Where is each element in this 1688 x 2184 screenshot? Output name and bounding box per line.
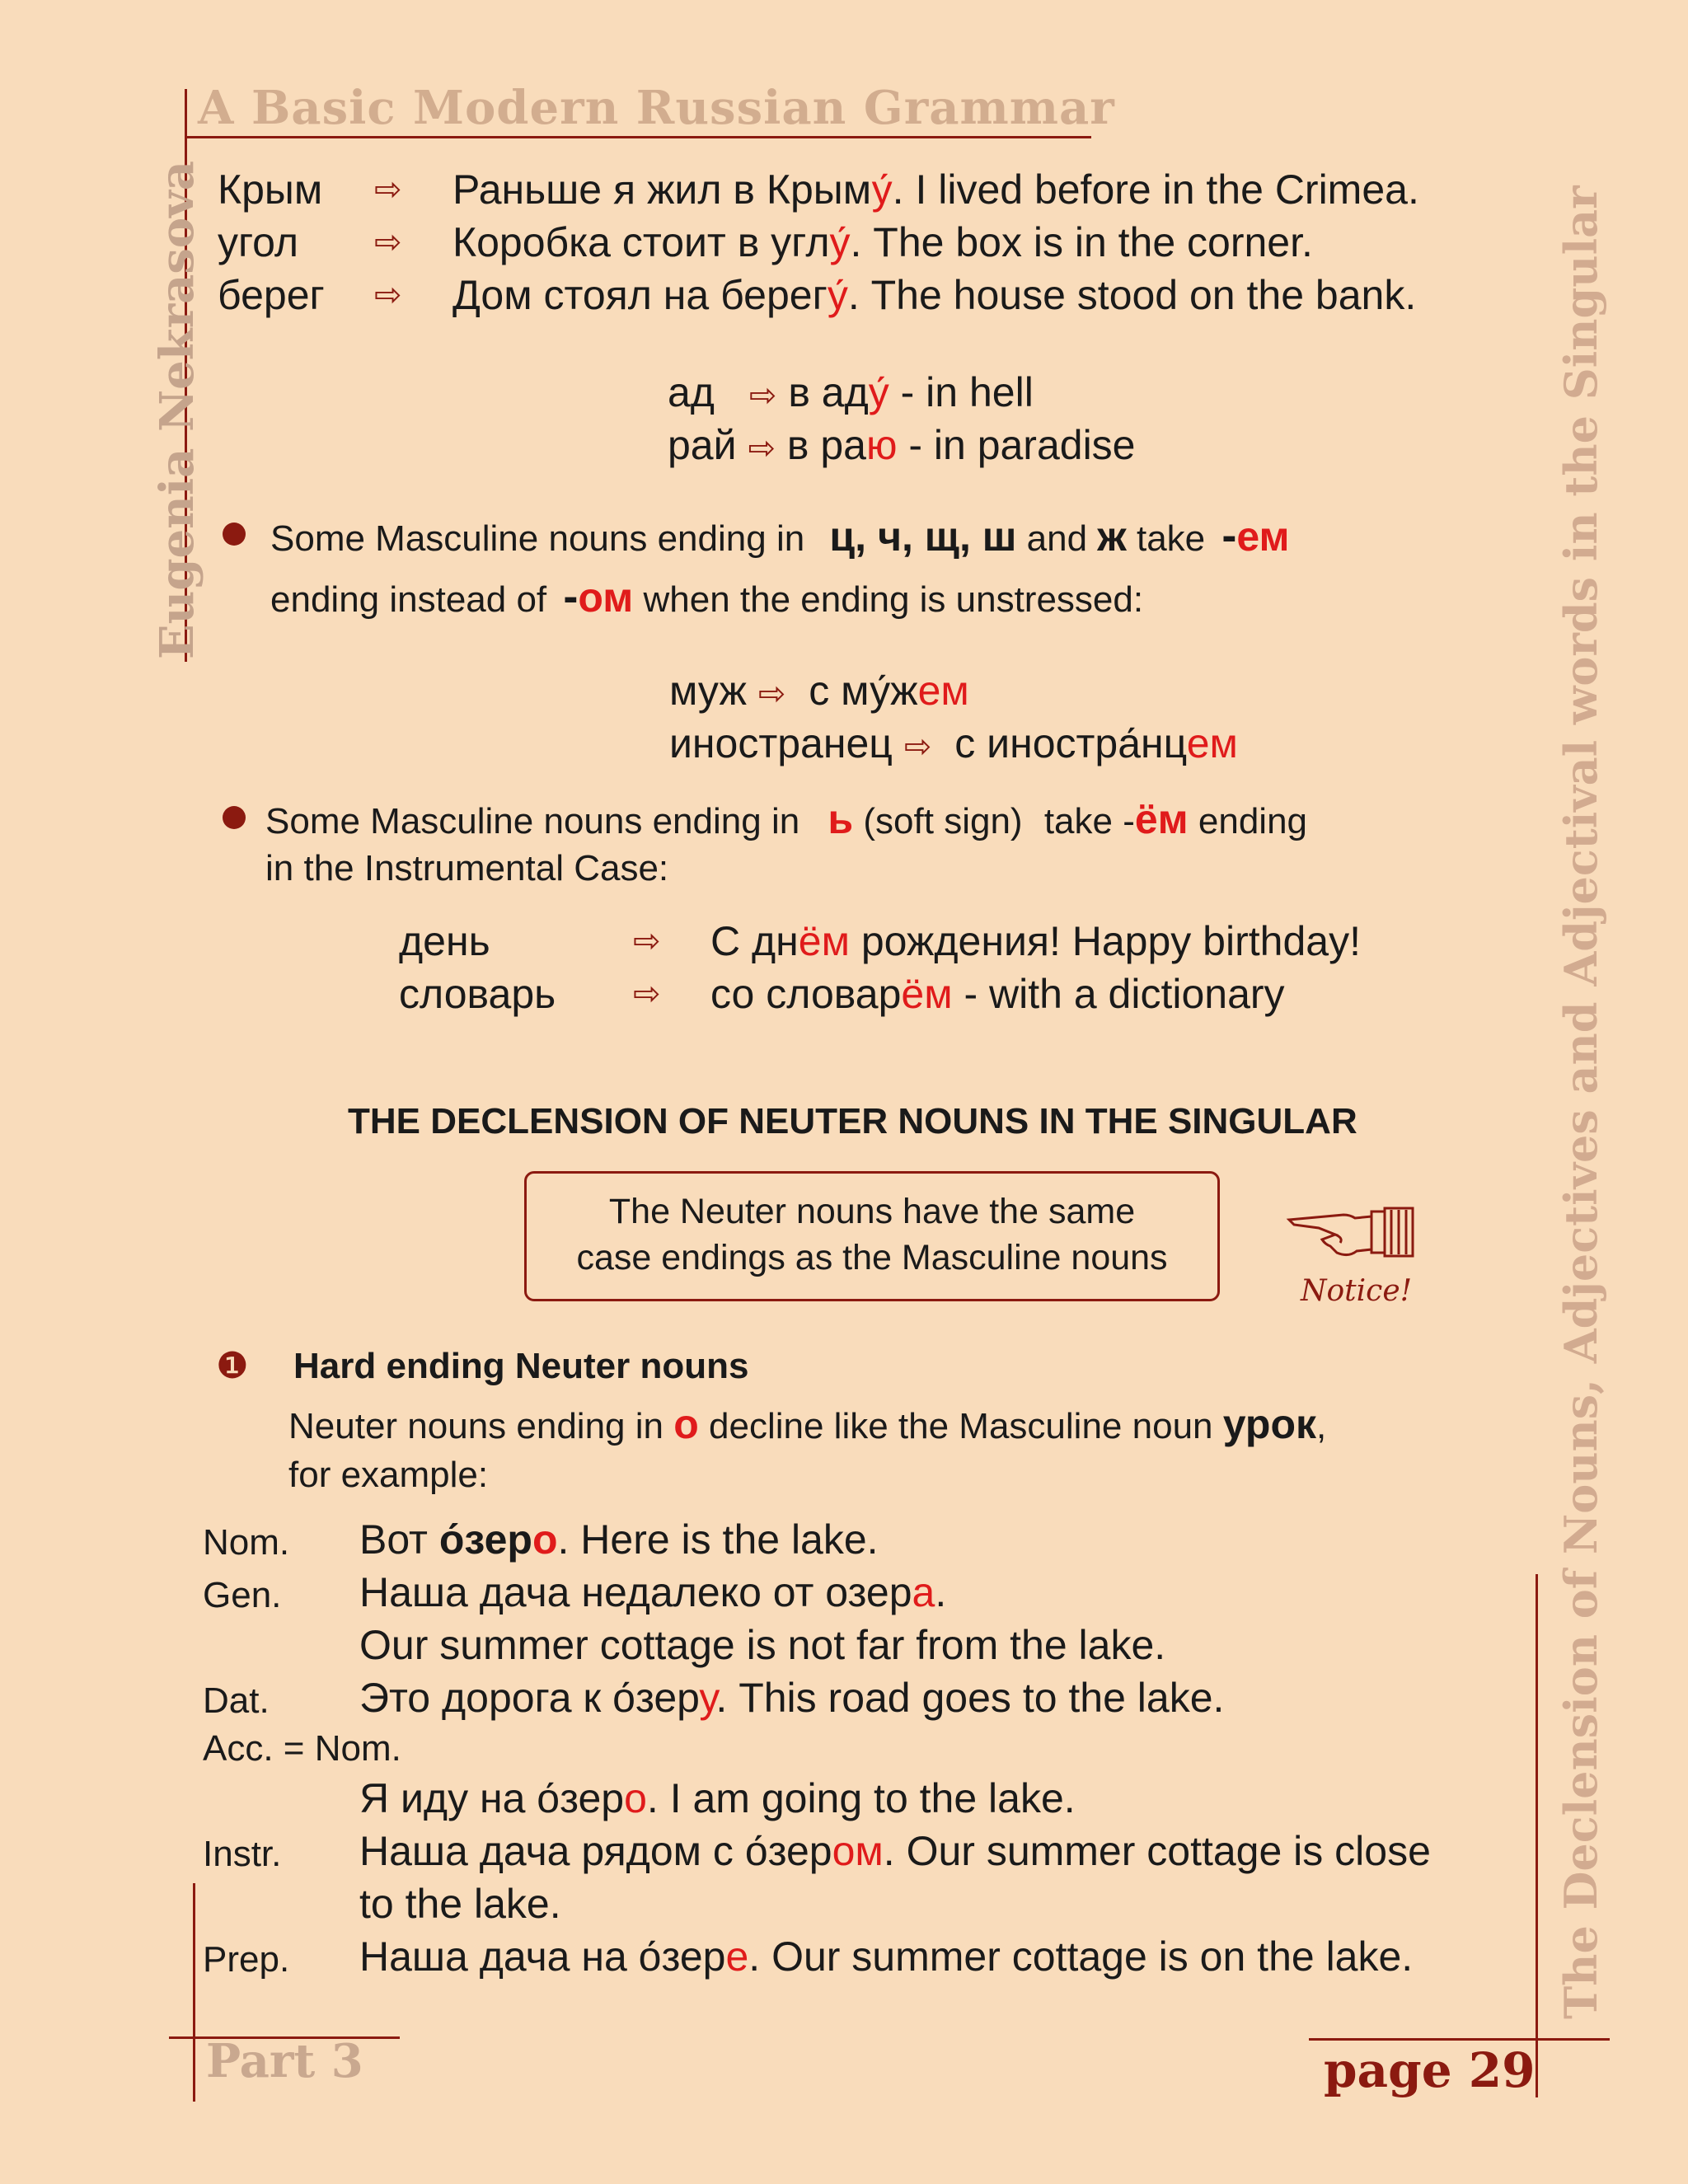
section-number: ❶ [216, 1345, 249, 1387]
bullet-icon [223, 806, 246, 829]
section-title: THE DECLENSION OF NEUTER NOUNS IN THE SINGULAR [348, 1101, 1357, 1141]
bullet-text-line2: in the Instrumental Case: [265, 848, 669, 888]
frame-line-bottom-right [1309, 2038, 1610, 2041]
arrow-icon: ⇨ [903, 728, 932, 766]
arrow-icon: ⇨ [757, 675, 786, 713]
example-row: рай ⇨ в раю - in paradise [668, 422, 1136, 468]
arrow-icon: ⇨ [748, 429, 776, 467]
frame-line-right [1536, 1574, 1538, 2097]
case-label-nom: Nom. [203, 1522, 290, 1563]
example-row: угол ⇨ Коробка стоит в углу́. The box is in the corner. [218, 219, 1313, 265]
case-example-nom: Вот о́зеро. Here is the lake. [359, 1516, 879, 1563]
page-number: page 29 [1324, 2042, 1536, 2098]
bullet-icon [223, 523, 246, 546]
frame-line-top [185, 136, 1091, 138]
bullet-text: Some Masculine nouns ending in ь (soft sign) take -ём ending [265, 796, 1308, 842]
case-example-acc: Я иду на о́зеро. I am going to the lake. [359, 1775, 1076, 1821]
example-row: день ⇨ С днём рождения! Happy birthday! [399, 918, 1361, 964]
arrow-icon: ⇨ [374, 223, 402, 261]
case-label-instr: Instr. [203, 1834, 282, 1874]
case-example-dat: Это дорога к о́зеру. This road goes to the lake. [359, 1675, 1225, 1721]
subsection-text-line2: for example: [288, 1455, 489, 1495]
case-example-instr-line2: to the lake. [359, 1881, 561, 1927]
author-name: Eugenia Nekrasova [150, 160, 204, 659]
case-example-instr: Наша дача рядом с о́зером. Our summer cottage is close [359, 1828, 1431, 1874]
case-label-dat: Dat. [203, 1680, 270, 1721]
pointing-hand-icon [1286, 1203, 1424, 1261]
notice-label: Notice! [1301, 1274, 1413, 1308]
bullet-text-line2: ending instead of -ом when the ending is unstressed: [270, 572, 1144, 621]
arrow-icon: ⇨ [748, 377, 777, 415]
arrow-icon: ⇨ [374, 171, 402, 209]
notice-box: The Neuter nouns have the same case endings as the Masculine nouns [524, 1171, 1220, 1301]
example-row: ад ⇨ в аду́ - in hell [668, 369, 1034, 415]
case-example-prep: Наша дача на о́зере. Our summer cottage is on the lake. [359, 1933, 1414, 1980]
case-label-acc: Acc. = Nom. [203, 1728, 401, 1769]
example-row: муж ⇨ с му́жем [669, 668, 969, 714]
frame-line-left-bottom [193, 1883, 195, 2102]
example-row: Крым ⇨ Раньше я жил в Крыму́. I lived before in the Crimea. [218, 166, 1419, 213]
example-row: иностранец ⇨ с иностра́нцем [669, 720, 1238, 766]
part-label: Part 3 [206, 2034, 363, 2088]
example-row: берег ⇨ Дом стоял на берегу́. The house stood on the bank. [218, 272, 1417, 318]
subsection-title: Hard ending Neuter nouns [293, 1346, 749, 1386]
arrow-icon: ⇨ [374, 276, 402, 314]
chapter-side-title: The Declension of Nouns, Adjectives and Adjectival words in the Singular [1554, 185, 1607, 2019]
bullet-text: Some Masculine nouns ending in ц, ч, щ, ш and ж take -ем [270, 511, 1290, 560]
book-title: A Basic Modern Russian Grammar [198, 81, 1115, 135]
case-label-gen: Gen. [203, 1575, 282, 1615]
arrow-icon: ⇨ [633, 922, 661, 960]
subsection-text: Neuter nouns ending in о decline like the Masculine noun урок, [288, 1401, 1327, 1447]
case-example-gen: Наша дача недалеко от озера. [359, 1569, 947, 1615]
example-row: словарь ⇨ со словарём - with a dictionary [399, 971, 1285, 1017]
case-label-prep: Prep. [203, 1939, 290, 1980]
case-example-gen-line2: Our summer cottage is not far from the lake. [359, 1622, 1166, 1668]
arrow-icon: ⇨ [633, 975, 661, 1013]
